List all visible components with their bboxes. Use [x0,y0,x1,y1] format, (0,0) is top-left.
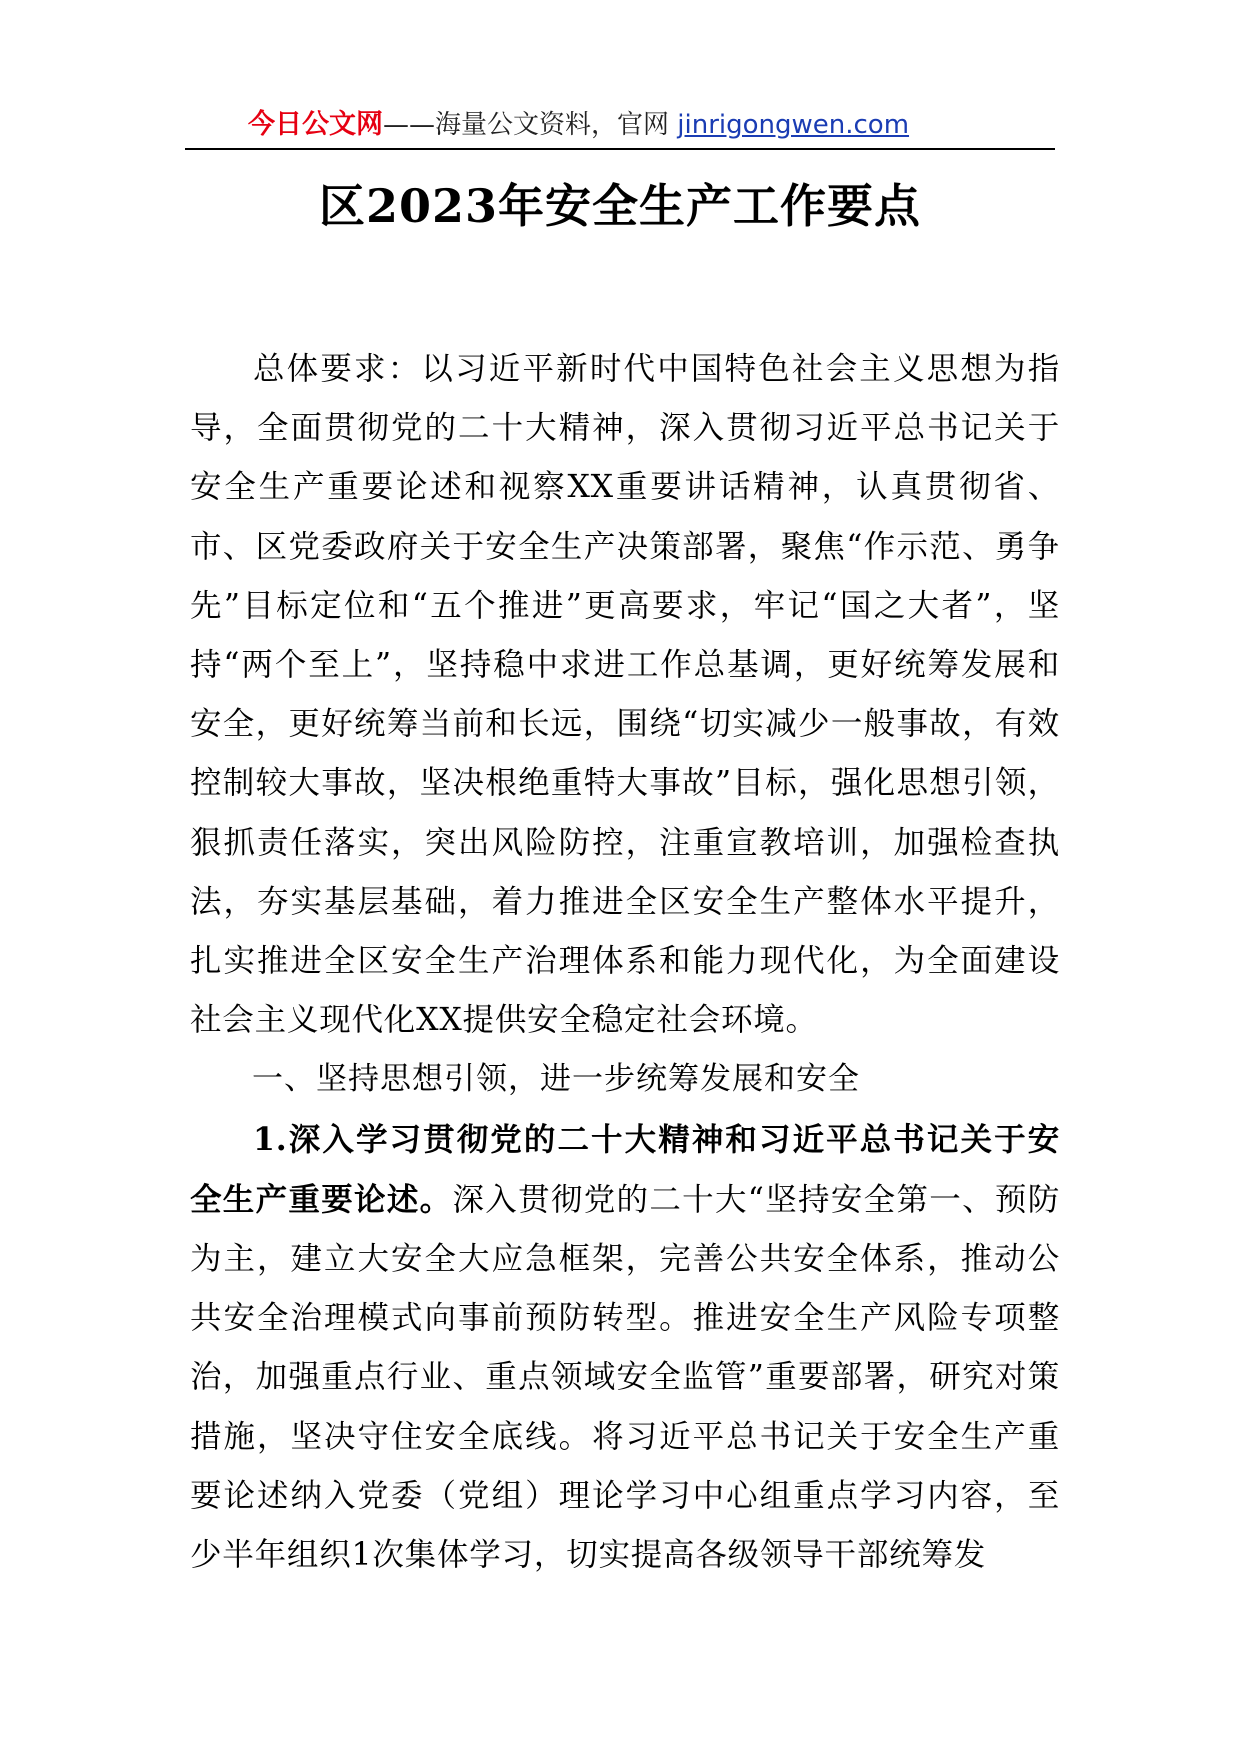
document-body [190,340,1060,1585]
document-title: 区2023年安全生产工作要点 [318,179,922,233]
site-header [185,104,1055,150]
item-1-paragraph [190,1110,1060,1586]
item-1-title: 1.深入学习贯彻党的二十大精神和习近平总书记关于安全生产重要论述。 [190,1120,1060,1218]
brand-name: 今日公文网 [248,109,383,140]
item-1-text: 深入贯彻党的二十大“坚持安全第一、预防为主，建立大安全大应急框架，完善公共安全体系，推动公共安全治理模式向事前预防转型。推进安全生产风险专项整治，加强重点行业、重点领域安全监管”重要部署，研究对策措施，坚决守住安全底线。将习近平总书记关于安全生产重要论述纳入党委（党组）理论学习中心组重点学习内容，至少半年组织1次集体学习，切实提高各级领导干部统筹发 [190,1181,1061,1574]
section-heading-1: 一、坚持思想引领，进一步统筹发展和安全 [252,1061,860,1098]
header-tagline: ——海量公文资料，官网 [383,110,678,140]
header-line [248,108,909,142]
site-url-link[interactable]: jinrigongwen.com [677,110,910,140]
general-requirements-paragraph: 总体要求：以习近平新时代中国特色社会主义思想为指导，全面贯彻党的二十大精神，深入贯彻习近平总书记关于安全生产重要论述和视察XX重要讲话精神，认真贯彻省、市、区党委政府关于安全生产决策部署，聚焦“作示范、勇争先”目标定位和“五个推进”更高要求，牢记“国之大者”，坚持“两个至上”，坚持稳中求进工作总基调，更好统筹发展和安全，更好统筹当前和长远，围绕“切实减少一般事故，有效控制较大事故，坚决根绝重特大事故”目标，强化思想引领，狠抓责任落实，突出风险防控，注重宣教培训，加强检查执法，夯实基层基础，着力推进全区安全生产整体水平提升，扎实推进全区安全生产治理体系和能力现代化，为全面建设社会主义现代化XX提供安全稳定社会环境。 [190,351,1060,1039]
